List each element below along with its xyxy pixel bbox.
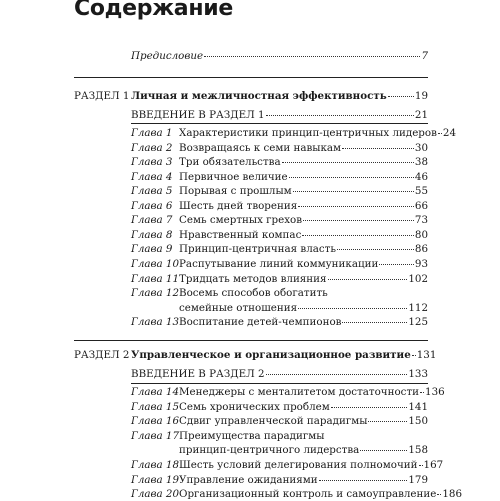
chapter-label: Глава 18 — [131, 459, 180, 471]
chapter-label: Глава 19 — [131, 473, 180, 486]
toc-entry-chapter[interactable] — [179, 156, 428, 169]
chapter-label: Глава 7 — [131, 214, 173, 227]
toc-entry-title: Тридцать методов влияния — [179, 272, 327, 285]
toc-entry-title: Предисловие — [131, 50, 204, 62]
toc-entry-page: 102 — [408, 272, 428, 285]
chapter-label: Глава 17 — [131, 429, 180, 442]
dot-leader — [302, 235, 414, 236]
toc-entry-chapter[interactable] — [179, 273, 428, 286]
toc-entry-page: 158 — [408, 444, 428, 457]
chapter-label: Глава 3 — [131, 156, 173, 169]
toc-entry-title: Порывая с прошлым — [179, 185, 292, 198]
toc-entry-section-1[interactable] — [131, 90, 428, 103]
toc-entry-page: 179 — [408, 473, 428, 486]
toc-entry-title: Шесть условий делегирования полномочий — [179, 459, 418, 471]
toc-entry-title: Преимущества парадигмы — [179, 429, 325, 442]
toc-entry-chapter[interactable] — [179, 444, 428, 457]
dot-leader — [298, 206, 414, 207]
chapter-label: Глава 6 — [131, 199, 173, 212]
toc-entry-page: 21 — [414, 109, 428, 121]
toc-entry-chapter[interactable] — [179, 302, 428, 315]
dot-leader — [438, 133, 442, 134]
dot-leader — [293, 191, 414, 192]
toc-entry-title: Шесть дней творения — [179, 199, 298, 212]
dot-leader — [437, 494, 441, 495]
toc-entry-title: Менеджеры с менталитетом достаточности — [179, 386, 420, 398]
toc-entry-page: 73 — [414, 214, 428, 227]
toc-entry-page: 19 — [414, 90, 428, 102]
toc-entry-page: 186 — [442, 488, 463, 501]
chapter-label: Глава 9 — [131, 243, 173, 256]
page-title: Содержание — [74, 0, 233, 21]
toc-entry-title: Семь смертных грехов — [179, 214, 303, 227]
section-title: Управленческое и организационное развитие — [131, 349, 411, 361]
toc-entry-page: 38 — [414, 156, 428, 169]
toc-entry-preface[interactable] — [131, 50, 428, 63]
toc-entry-title: Нравственный компас — [179, 228, 302, 241]
toc-entry-chapter[interactable] — [179, 243, 428, 256]
toc-entry-title: Возвращаясь к семи навыкам — [179, 141, 342, 154]
toc-entry-page: 150 — [408, 415, 428, 428]
toc-entry-page: 30 — [414, 141, 428, 154]
chapter-label: Глава 16 — [131, 415, 180, 428]
toc-entry-page: 131 — [416, 349, 437, 361]
dot-leader — [266, 374, 408, 375]
toc-entry-chapter[interactable] — [179, 316, 428, 329]
section-label: РАЗДЕЛ 1 — [74, 90, 130, 102]
toc-entry-page: 136 — [425, 386, 445, 398]
toc-entry-title: Сдвиг управленческой парадигмы — [179, 415, 368, 428]
dot-leader — [319, 480, 408, 481]
dot-leader — [266, 115, 414, 116]
dot-leader — [360, 450, 407, 451]
divider-line — [74, 77, 428, 78]
chapter-label: Глава 14 — [131, 386, 180, 398]
toc-entry-title: Распутывание линий коммуникации — [179, 257, 379, 270]
toc-entry-chapter[interactable] — [179, 474, 428, 487]
section-label: РАЗДЕЛ 2 — [74, 349, 130, 361]
dot-leader — [342, 322, 407, 323]
toc-entry-page: 167 — [423, 459, 444, 471]
dot-leader — [331, 407, 408, 408]
toc-entry-section-1-intro[interactable] — [131, 109, 428, 122]
chapter-label: Глава 10 — [131, 257, 180, 270]
toc-entry-title: Характеристики принцип-центричных лидеров — [179, 127, 437, 139]
dot-leader — [337, 249, 414, 250]
chapter-label: Глава 20 — [131, 488, 180, 501]
dot-leader — [388, 96, 414, 97]
dot-leader — [342, 148, 414, 149]
chapter-label: Глава 12 — [131, 287, 180, 300]
section-title: Личная и межличностная эффективность — [131, 90, 387, 102]
toc-entry-chapter[interactable] — [179, 214, 428, 227]
toc-entry-page: 24 — [442, 127, 456, 139]
divider-line — [74, 340, 428, 341]
toc-entry-chapter[interactable] — [179, 415, 428, 428]
divider-line — [131, 383, 428, 384]
toc-entry-chapter[interactable] — [179, 171, 428, 184]
chapter-label: Глава 5 — [131, 185, 173, 198]
chapter-label: Глава 8 — [131, 228, 173, 241]
toc-entry-page: 125 — [408, 316, 428, 329]
toc-entry-title: Первичное величие — [179, 170, 288, 183]
toc-entry-chapter[interactable] — [179, 142, 428, 155]
toc-entry-page: 86 — [414, 243, 428, 256]
toc-entry-chapter[interactable] — [179, 127, 456, 140]
chapter-label: Глава 15 — [131, 400, 180, 413]
toc-entry-title: Управление ожиданиями — [179, 473, 318, 486]
toc-entry-page: 80 — [414, 228, 428, 241]
dot-leader — [303, 220, 414, 221]
dot-leader — [368, 421, 407, 422]
toc-entry-title: Принцип-центричная власть — [179, 243, 336, 256]
toc-entry-chapter[interactable] — [179, 185, 428, 198]
divider-line — [131, 123, 428, 124]
toc-entry-page: 141 — [408, 400, 428, 413]
toc-entry-page: 7 — [421, 50, 428, 62]
toc-entry-title: принцип-центричного лидерства — [179, 444, 360, 457]
dot-leader — [204, 56, 420, 57]
toc-entry-section-2[interactable] — [131, 349, 437, 362]
toc-entry-section-2-intro[interactable] — [131, 368, 428, 381]
toc-entry-title: Организационный контроль и самоуправление — [179, 488, 437, 501]
toc-entry-page: 46 — [414, 170, 428, 183]
toc-entry-title: Семь хронических проблем — [179, 400, 330, 413]
chapter-label: Глава 2 — [131, 141, 173, 154]
chapter-label: Глава 4 — [131, 170, 173, 183]
toc-entry-title-line[interactable] — [179, 287, 428, 300]
toc-entry-chapter[interactable] — [179, 488, 463, 501]
toc-entry-page: 112 — [408, 301, 428, 314]
toc-entry-title: ВВЕДЕНИЕ В РАЗДЕЛ 2 — [131, 368, 265, 380]
toc-entry-title: семейные отношения — [179, 301, 298, 314]
dot-leader — [379, 264, 414, 265]
dot-leader — [282, 162, 414, 163]
toc-entry-chapter[interactable] — [179, 386, 445, 399]
toc-entry-title: ВВЕДЕНИЕ В РАЗДЕЛ 1 — [131, 109, 265, 121]
toc-entry-chapter[interactable] — [179, 401, 428, 414]
toc-entry-page: 93 — [414, 257, 428, 270]
toc-entry-chapter[interactable] — [179, 258, 428, 271]
dot-leader — [420, 392, 424, 393]
dot-leader — [298, 308, 407, 309]
toc-entry-page: 66 — [414, 199, 428, 212]
chapter-label: Глава 13 — [131, 316, 180, 329]
toc-entry-page: 133 — [408, 368, 428, 380]
toc-entry-page: 55 — [414, 185, 428, 198]
dot-leader — [419, 465, 423, 466]
toc-entry-title: Восемь способов обогатить — [179, 287, 328, 300]
toc-entry-chapter[interactable] — [179, 229, 428, 242]
toc-entry-title: Три обязательства — [179, 156, 281, 169]
dot-leader — [289, 177, 414, 178]
toc-entry-chapter[interactable] — [179, 200, 428, 213]
chapter-label: Глава 11 — [131, 272, 180, 285]
toc-entry-title: Воспитание детей-чемпионов — [179, 316, 342, 329]
toc-entry-title-line[interactable] — [179, 430, 428, 443]
dot-leader — [328, 279, 408, 280]
toc-entry-chapter[interactable] — [179, 459, 444, 472]
dot-leader — [412, 355, 416, 356]
chapter-label: Глава 1 — [131, 127, 173, 139]
